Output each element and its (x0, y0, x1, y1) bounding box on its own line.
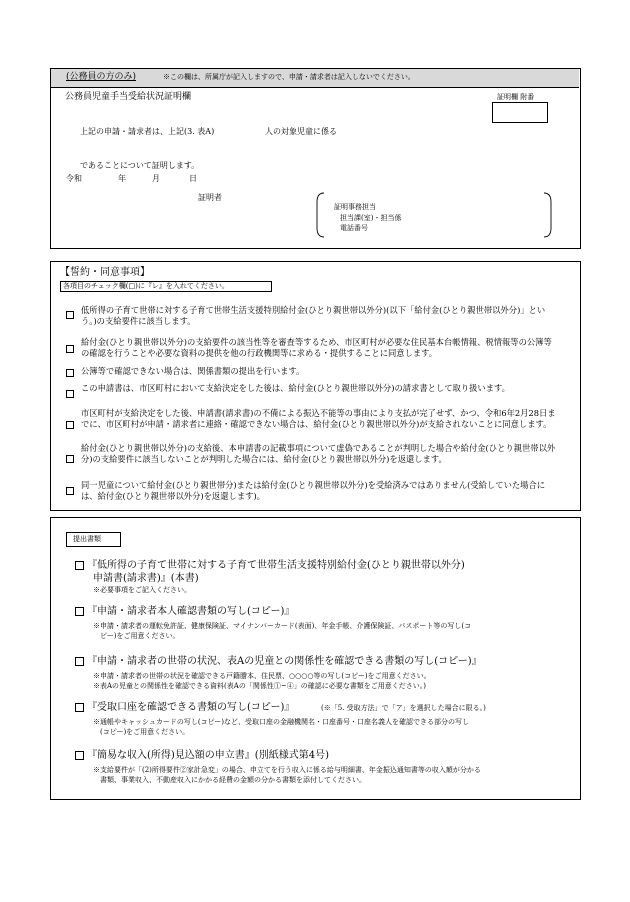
pledge-item-3: 公簿等で確認できない場合は、関係書類の提出を行います。 (81, 366, 305, 376)
doc-checkbox-1[interactable] (75, 561, 84, 570)
doc-note-3a: ※申請・請求者の世帯の状況を確認できる戸籍謄本、住民票、○○○○等の写し(コピー)をご用意ください。 (93, 672, 431, 680)
doc-title-3: 『申請・請求者の世帯の状況、表Aの児童との関係性を確認できる書類の写し(コピー)』 (87, 656, 482, 667)
date-month: 月 (152, 174, 160, 183)
certify-line2: であることについて証明します。 (80, 161, 200, 170)
pledge-item-6: 給付金(ひとり親世帯以外分)の支給後、本申請書の記載事項について虚偽であることが判明した場合や給付金(ひとり親世帯以外分)の支給要件に該当しないことが判明した場合には、給付金(ひとり親世帯以外分)を返還します。 (81, 443, 556, 464)
stamp-box (492, 102, 548, 123)
pledge-item-2: 給付金(ひとり親世帯以外分)の支給要件の該当性等を審査等するため、市区町村が必要な住民基本台帳情報、税情報等の公簿等の確認を行うことや必要な資料の提供を他の行政機関等に求める・提供することに同意します。 (81, 337, 552, 358)
stamp-label: 証明欄 附番 (497, 93, 535, 101)
doc-note-5a: ※支給要件が「(2)所得要件②家計急変」の場合、申立てを行う収入に係る給与明細書、年金振込通知書等の収入額が分かる (93, 766, 481, 774)
pledge-checkbox-5[interactable] (66, 421, 74, 429)
doc-note-4b: (コピー)をご用意ください。 (100, 728, 190, 736)
doc-note-2a: ※申請・請求者の運転免許証、健康保険証、マイナンバーカード(表面)、年金手帳、介護保険証、パスポート等の写し(コ (93, 622, 472, 630)
section-label: 担当課(室)・担当係 (340, 214, 402, 222)
pledge-checkbox-6[interactable] (66, 455, 74, 463)
doc-note-4a: ※通帳やキャッシュカードの写し(コピー)など、受取口座の金融機関名・口座番号・口座名義人を確認できる部分の写し (93, 718, 470, 726)
date-day: 日 (189, 174, 197, 183)
doc-title-4-note: (※「5. 受取方法」で「ア」を選択した場合に限る。) (321, 704, 486, 712)
certify-line1-suffix: 人の対象児童に係る (265, 127, 337, 136)
doc-title-4: 『受取口座を確認できる書類の写し(コピー)』 (87, 702, 295, 713)
pledge-title: 【誓約・同意事項】 (60, 267, 150, 278)
certifier-label: 証明者 (198, 193, 222, 202)
doc-note-5b: 書類、事業収入、不動産収入にかかる経費の金額の分かる書類を添付してください。 (100, 776, 366, 784)
office-label: 証明事務担当 (334, 203, 376, 211)
doc-checkbox-2[interactable] (75, 607, 84, 616)
pledge-checkbox-2[interactable] (66, 345, 74, 353)
doc-note-2b: ピー)をご用意ください。 (100, 632, 180, 640)
pledge-checkbox-1[interactable] (66, 311, 74, 319)
date-year: 年 (118, 174, 126, 183)
doc-checkbox-4[interactable] (75, 703, 84, 712)
certify-line1-prefix: 上記の申請・請求者は、上記(3. 表A) (80, 127, 215, 136)
submission-title: 提出書類 (66, 532, 121, 547)
official-header-label: (公務員の方のみ) (66, 72, 137, 82)
doc-checkbox-3[interactable] (75, 657, 84, 666)
pledge-checkbox-7[interactable] (66, 487, 74, 495)
pledge-item-4: この申請書は、市区町村において支給決定をした後は、給付金(ひとり親世帯以外分)の請求書として取り扱います。 (81, 383, 510, 393)
pledge-item-5: 市区町村が支給決定をした後、申請書(請求書)の不備による振込不能等の事由により支払が完了せず、かつ、令和6年2月28日までに、市区町村が申請・請求者に連絡・確認できない場合は、給付金(ひとり親世帯以外分)が支給されないことに同意します。 (81, 408, 556, 429)
official-header-note: ※この欄は、所属庁が記入しますので、申請・請求者は記入しないでください。 (163, 73, 415, 81)
doc-note-3b: ※表Aの児童との関係性を確認できる資料(表Aの「関係性①~④」の確認に必要な書類をご用意ください。) (93, 682, 426, 690)
phone-label: 電話番号 (340, 224, 368, 232)
doc-title-1-line2: 申請書(請求書)』(本書) (93, 573, 199, 584)
doc-title-5: 『簡易な収入(所得)見込額の申立書』(別紙様式第4号) (87, 750, 329, 761)
official-title: 公務員児童手当受給状況証明欄 (65, 92, 192, 102)
date-era: 令和 (66, 174, 82, 183)
pledge-instruction: 各項目のチェック欄(□)に『レ』を入れてください。 (60, 281, 272, 292)
pledge-checkbox-4[interactable] (66, 390, 74, 398)
doc-title-1: 『低所得の子育て世帯に対する子育て世帯生活支援特別給付金(ひとり親世帯以外分) (87, 560, 465, 571)
pledge-item-1: 低所得の子育て世帯に対する子育て世帯生活支援特別給付金(ひとり親世帯以外分)(以下「給付金(ひとり親世帯以外分)」という。)の支給要件に該当します。 (81, 305, 546, 326)
pledge-item-7: 同一児童について給付金(ひとり親世帯分)または給付金(ひとり親世帯以外分)を受給済みではありません(受給していた場合には、給付金(ひとり親世帯以外分)を返還します)。 (81, 480, 546, 501)
doc-checkbox-5[interactable] (75, 751, 84, 760)
doc-title-2: 『申請・請求者本人確認書類の写し(コピー)』 (87, 606, 295, 617)
doc-note-1: ※必要事項をご記入ください。 (93, 586, 191, 594)
pledge-checkbox-3[interactable] (66, 369, 74, 377)
